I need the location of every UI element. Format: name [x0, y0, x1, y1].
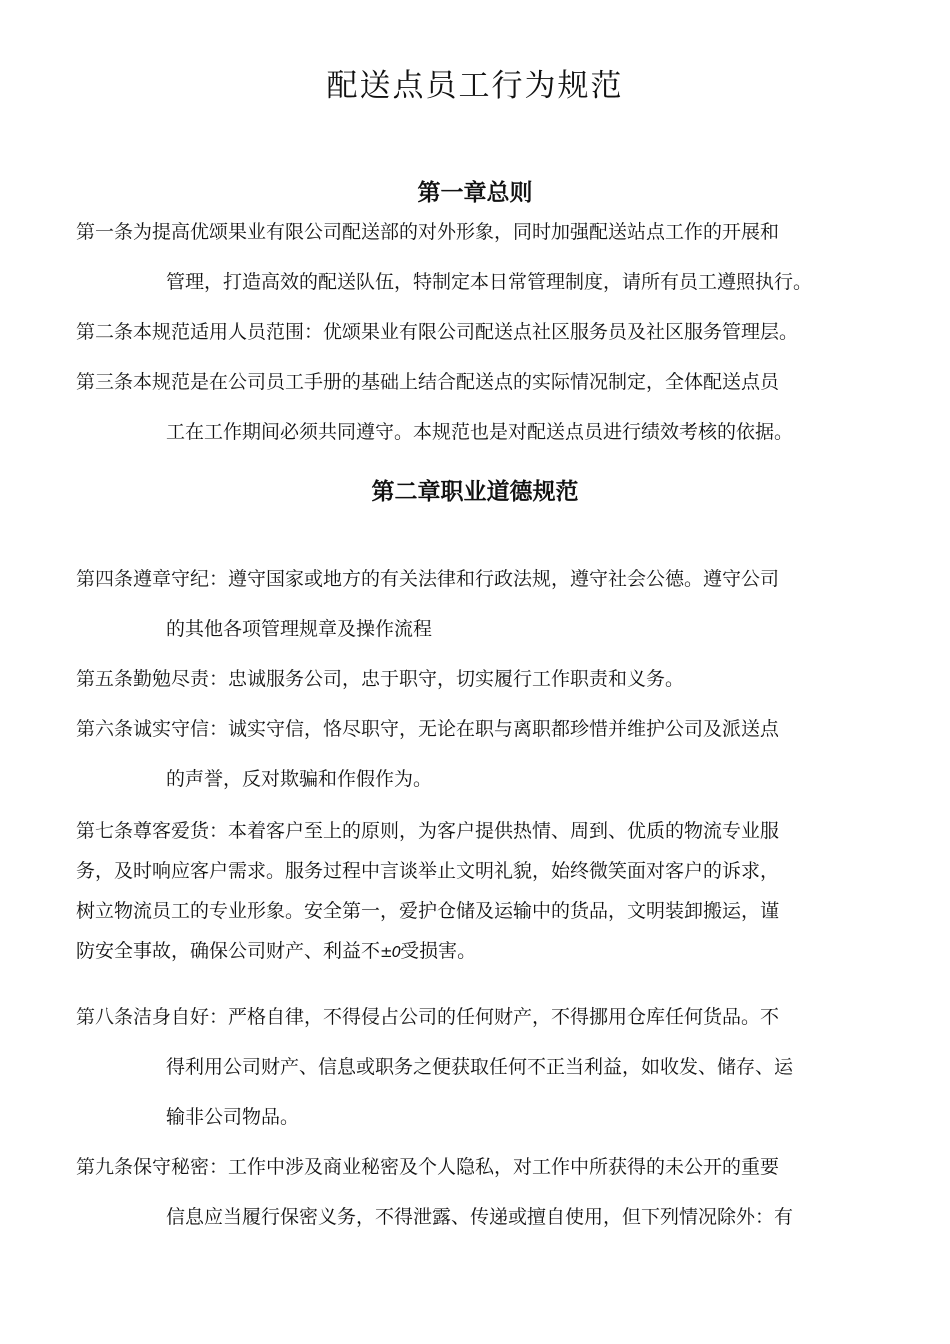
garbled-glyph: ±0: [380, 943, 401, 961]
article-4-line-2: 的其他各项管理规章及操作流程: [166, 618, 433, 640]
article-4-number: 第四条: [76, 568, 134, 590]
article-4-line-1: 第四条遵章守纪：遵守国家或地方的有关法律和行政法规，遵守社会公德。遵守公司: [76, 568, 780, 590]
article-6-line-2: 的声誉，反对欺骗和作假作为。: [166, 768, 433, 790]
article-9-line-2: 信息应当履行保密义务，不得泄露、传递或擅自使用，但下列情况除外：有: [166, 1206, 794, 1228]
chapter-1-heading: [0, 174, 950, 207]
article-9-line-1: 第九条保守秘密：工作中涉及商业秘密及个人隐私，对工作中所获得的未公开的重要: [76, 1156, 780, 1178]
article-7-number: 第七条: [76, 820, 134, 842]
article-5-number: 第五条: [76, 668, 134, 690]
chapter-2-name: 职业道德规范: [440, 479, 579, 505]
article-1-number: 第一条: [76, 221, 134, 243]
article-5-line-1: 第五条勤勉尽责：忠诚服务公司，忠于职守，切实履行工作职责和义务。: [76, 668, 685, 690]
article-3-line-1: 第三条本规范是在公司员工手册的基础上结合配送点的实际情况制定，全体配送点员: [76, 371, 780, 393]
article-8-line-3: 输非公司物品。: [166, 1106, 300, 1128]
article-7-line-4: 防安全事故，确保公司财产、利益不±0受损害。: [76, 940, 477, 962]
article-7-line-3: 树立物流员工的专业形象。安全第一，爱护仓储及运输中的货品，文明装卸搬运，谨: [76, 900, 780, 922]
article-6-number: 第六条: [76, 718, 134, 740]
chapter-2-heading: [0, 473, 950, 506]
chapter-1-name: 总则: [486, 180, 533, 206]
article-3-line-2: 工在工作期间必须共同遵守。本规范也是对配送点员进行绩效考核的依据。: [166, 421, 794, 443]
article-8-line-1: 第八条洁身自好：严格自律，不得侵占公司的任何财产，不得挪用仓库任何货品。不: [76, 1006, 780, 1028]
article-3-number: 第三条: [76, 371, 134, 393]
article-6-line-1: 第六条诚实守信：诚实守信，恪尽职守，无论在职与离职都珍惜并维护公司及派送点: [76, 718, 780, 740]
article-9-number: 第九条: [76, 1156, 134, 1178]
article-2-number: 第二条: [76, 321, 134, 343]
article-1-line-2: 管理，打造高效的配送队伍，特制定本日常管理制度，请所有员工遵照执行。: [166, 271, 813, 293]
article-8-line-2: 得利用公司财产、信息或职务之便获取任何不正当利益，如收发、储存、运: [166, 1056, 794, 1078]
article-2-line-1: 第二条本规范适用人员范围：优颂果业有限公司配送点社区服务员及社区服务管理层。: [76, 321, 799, 343]
article-7-line-2: 务，及时响应客户需求。服务过程中言谈举止文明礼貌，始终微笑面对客户的诉求，: [76, 860, 780, 882]
article-8-number: 第八条: [76, 1006, 134, 1028]
chapter-2-prefix: 第二章: [371, 478, 441, 505]
chapter-1-prefix: 第一章: [417, 180, 487, 206]
article-1-line-1: 第一条为提高优颂果业有限公司配送部的对外形象，同时加强配送站点工作的开展和: [76, 221, 780, 243]
document-title: 配送点员工行为规范: [326, 68, 624, 104]
article-7-line-1: 第七条尊客爱货：本着客户至上的原则，为客户提供热情、周到、优质的物流专业服: [76, 820, 780, 842]
